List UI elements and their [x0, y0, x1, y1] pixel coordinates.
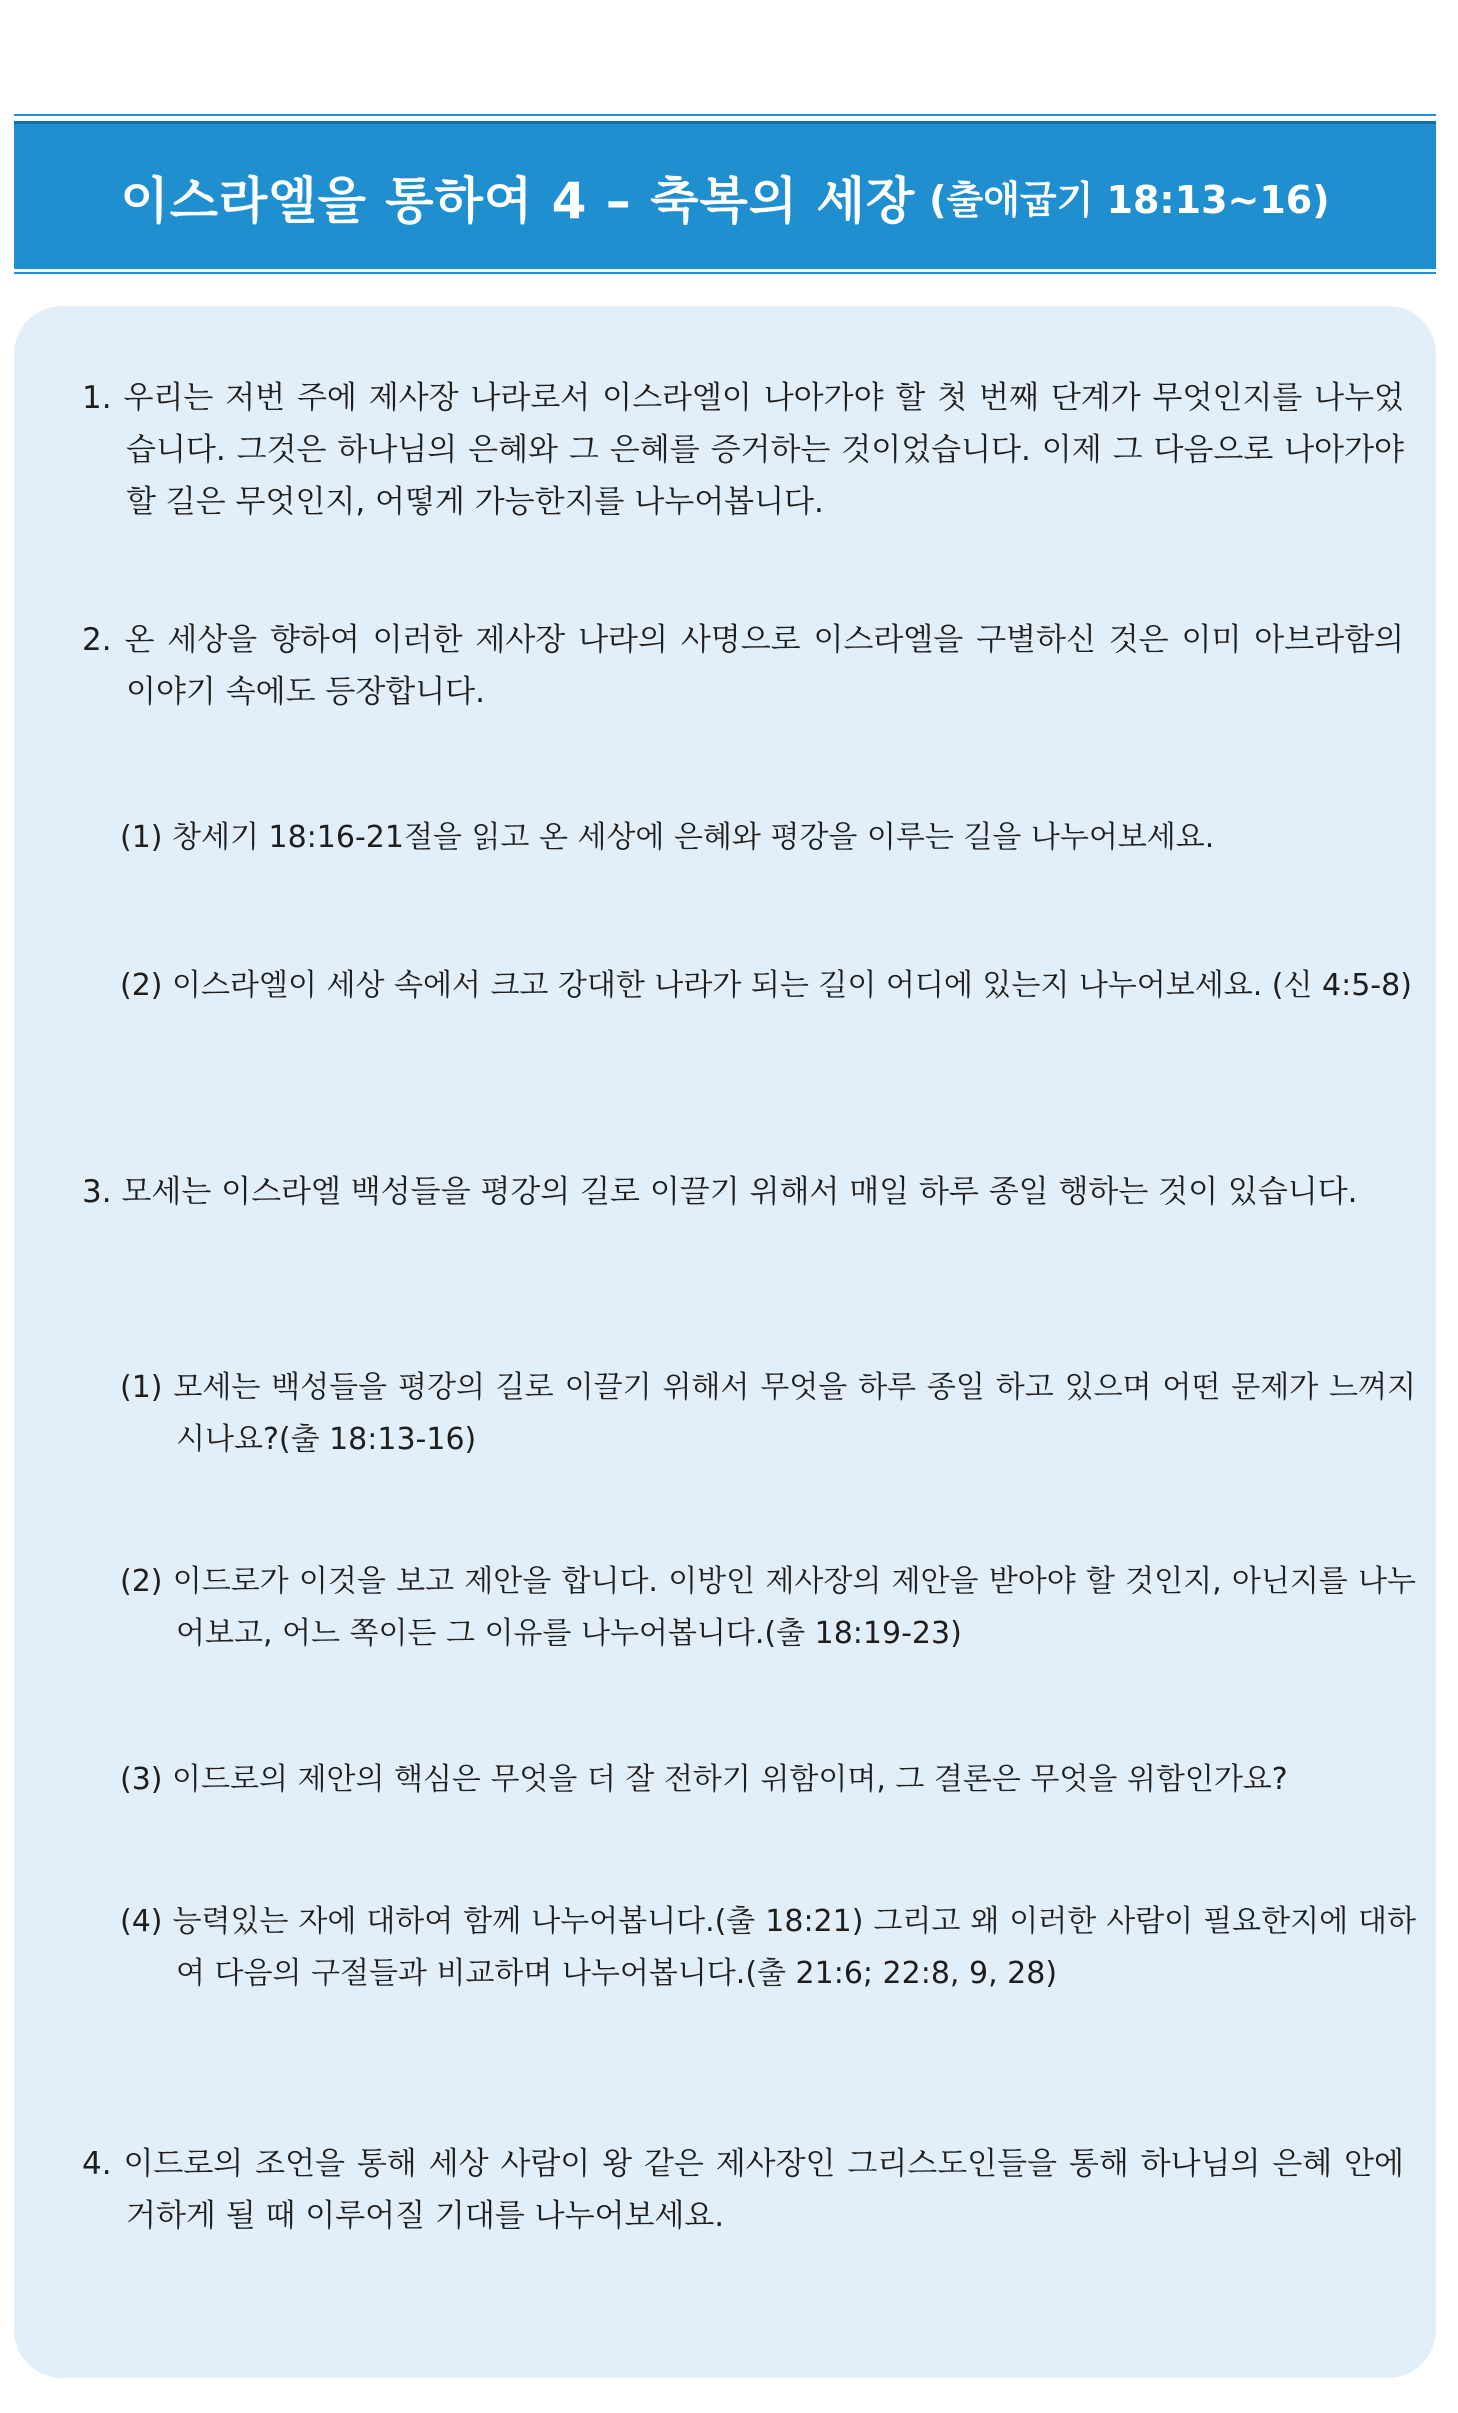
page-title: 이스라엘을 통하여 4 – 축복의 세장	[120, 171, 916, 230]
title-bottom-rule	[14, 272, 1436, 274]
question-2-2: (2) 이스라엘이 세상 속에서 크고 강대한 나라가 되는 길이 어디에 있는지 나누어보세요. (신 4:5-8)	[120, 968, 1412, 1003]
question-2: 2. 온 세상을 향하여 이러한 제사장 나라의 사명으로 이스라엘을 구별하신 것은 이미 아브라함의 이야기 속에도 등장합니다.	[82, 622, 1404, 710]
question-3-3: (3) 이드로의 제안의 핵심은 무엇을 더 잘 전하기 위함이며, 그 결론은 무엇을 위함인가요?	[120, 1762, 1288, 1797]
question-3-4: (4) 능력있는 자에 대하여 함께 나누어봅니다.(출 18:21) 그리고 왜 이러한 사람이 필요한지에 대하여 다음의 구절들과 비교하며 나누어봅니다.(출 21:6; 22:8, 9, 28)	[120, 1904, 1416, 1991]
question-3: 3. 모세는 이스라엘 백성들을 평강의 길로 이끌기 위해서 매일 하루 종일 행하는 것이 있습니다.	[82, 1174, 1358, 1210]
title-top-rule	[14, 114, 1436, 116]
title-bar	[14, 121, 1436, 269]
question-2-1: (1) 창세기 18:16-21절을 읽고 온 세상에 은혜와 평강을 이루는 길을 나누어보세요.	[120, 820, 1215, 855]
question-3-1: (1) 모세는 백성들을 평강의 길로 이끌기 위해서 무엇을 하루 종일 하고 있으며 어떤 문제가 느껴지시나요?(출 18:13-16)	[120, 1370, 1416, 1457]
question-1: 1. 우리는 저번 주에 제사장 나라로서 이스라엘이 나아가야 할 첫 번째 단계가 무엇인지를 나누었습니다. 그것은 하나님의 은혜와 그 은혜를 증거하는 것이었습니다. 이제 그 다음으로 나아가야 할 길은 무엇인지, 어떻게 가능한지를 나누어봅니다.	[82, 380, 1404, 520]
question-4: 4. 이드로의 조언을 통해 세상 사람이 왕 같은 제사장인 그리스도인들을 통해 하나님의 은혜 안에 거하게 될 때 이루어질 기대를 나누어보세요.	[82, 2146, 1404, 2234]
question-3-2: (2) 이드로가 이것을 보고 제안을 합니다. 이방인 제사장의 제안을 받아야 할 것인지, 아닌지를 나누어보고, 어느 쪽이든 그 이유를 나누어봅니다.(출 18:19-23)	[120, 1564, 1416, 1651]
scripture-reference: (출애굽기 18:13~16)	[929, 178, 1330, 222]
